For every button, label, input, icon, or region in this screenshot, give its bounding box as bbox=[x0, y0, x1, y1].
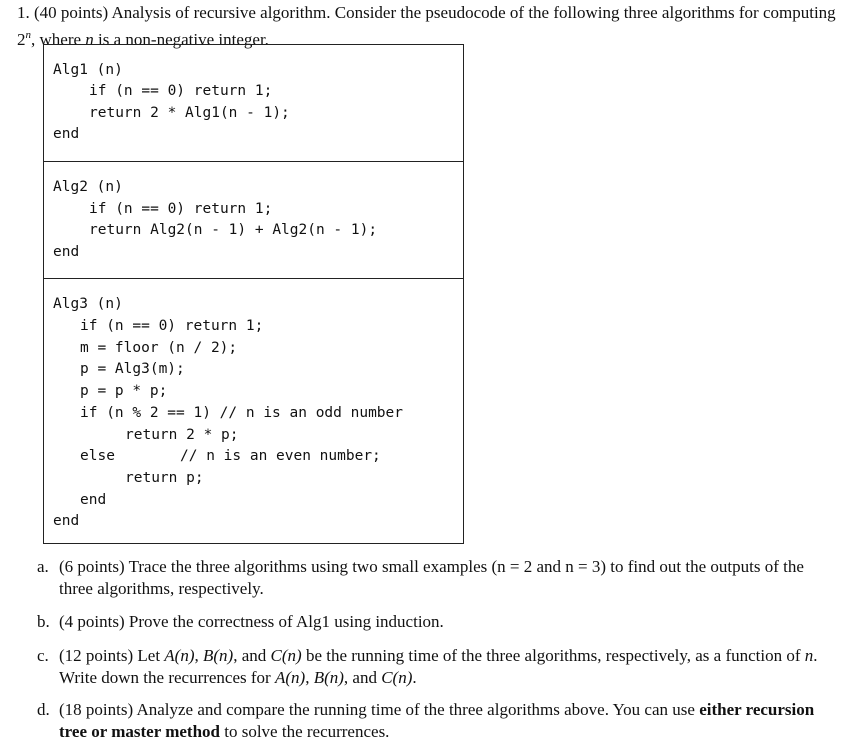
alg1-line-2: return 2 * Alg1(n - 1); bbox=[89, 105, 290, 121]
c-t8: . bbox=[412, 668, 417, 687]
subquestion-a-label: a. bbox=[37, 557, 49, 576]
c-Cn2: C(n) bbox=[381, 668, 413, 687]
alg2-line-1: if (n == 0) return 1; bbox=[89, 201, 273, 217]
c-t5: . Write down the recurrences for bbox=[59, 646, 818, 687]
c-n: n bbox=[804, 646, 814, 665]
subquestion-b bbox=[37, 611, 827, 633]
alg3-end: end bbox=[53, 513, 80, 529]
header-prefix: 1. (40 points) Analysis of recursive algorithm. Consider the pseudocode of the following three algorithms for computing 2 bbox=[17, 3, 836, 49]
alg1-header: Alg1 (n) bbox=[53, 62, 123, 78]
subquestion-c-label: c. bbox=[37, 646, 49, 665]
c-t4: be the running time of the three algorithms, respectively, as a function of bbox=[301, 646, 805, 665]
pseudocode-table bbox=[43, 44, 464, 544]
alg3-line-3: p = Alg3(m); bbox=[80, 361, 185, 377]
c-t3: , and bbox=[233, 646, 271, 665]
alg3-line-4: p = p * p; bbox=[80, 383, 168, 399]
c-Bn2: B(n) bbox=[313, 668, 344, 687]
subquestion-c-text bbox=[59, 645, 827, 689]
alg1-line-1: if (n == 0) return 1; bbox=[89, 83, 273, 99]
header-suffix: is a non-negative integer. bbox=[93, 30, 269, 49]
subquestion-d-label: d. bbox=[37, 700, 50, 719]
alg3-header: Alg3 (n) bbox=[53, 296, 123, 312]
d-bold: either recursion tree or master method bbox=[59, 700, 815, 741]
subquestion-d bbox=[37, 699, 827, 743]
d-t1: (18 points) Analyze and compare the running time of the three algorithms above. You can use bbox=[59, 700, 700, 719]
alg1-end: end bbox=[53, 126, 80, 142]
alg3-cell bbox=[44, 278, 463, 543]
alg3-else-comment: // n is an even number; bbox=[180, 448, 381, 464]
c-Cn: C(n) bbox=[270, 646, 302, 665]
alg1-cell bbox=[44, 45, 463, 161]
c-t6: , bbox=[305, 668, 314, 687]
c-An: A(n) bbox=[164, 646, 195, 665]
subquestion-b-text: (4 points) Prove the correctness of Alg1 using induction. bbox=[59, 612, 444, 631]
c-Bn: B(n) bbox=[203, 646, 234, 665]
c-An2: A(n) bbox=[274, 668, 306, 687]
subquestion-a-text: (6 points) Trace the three algorithms using two small examples (n = 2 and n = 3) to find out the outputs of the three algorithms, respectively. bbox=[59, 557, 804, 598]
alg2-header: Alg2 (n) bbox=[53, 179, 123, 195]
c-t2: , bbox=[194, 646, 204, 665]
alg2-line-2: return Alg2(n - 1) + Alg2(n - 1); bbox=[89, 222, 378, 238]
alg3-line-8: return p; bbox=[125, 470, 204, 486]
alg2-cell bbox=[44, 161, 463, 278]
subquestion-c bbox=[37, 645, 827, 689]
subquestion-b-label: b. bbox=[37, 612, 50, 631]
subquestion-a bbox=[37, 556, 827, 600]
header-var: n bbox=[85, 30, 94, 49]
subquestion-d-text bbox=[59, 699, 827, 743]
c-t1: (12 points) Let bbox=[59, 646, 165, 665]
alg3-line-1: if (n == 0) return 1; bbox=[80, 318, 264, 334]
header-exponent: n bbox=[25, 29, 31, 41]
alg3-line-5: if (n % 2 == 1) // n is an odd number bbox=[80, 405, 404, 421]
c-t7: , and bbox=[343, 668, 382, 687]
alg3-else: else bbox=[80, 448, 115, 464]
alg3-line-2: m = floor (n / 2); bbox=[80, 340, 238, 356]
alg2-end: end bbox=[53, 244, 80, 260]
alg3-line-6: return 2 * p; bbox=[125, 427, 239, 443]
d-t2: to solve the recurrences. bbox=[219, 722, 390, 741]
header-mid: , where bbox=[31, 30, 86, 49]
alg3-inner-end: end bbox=[80, 492, 107, 508]
